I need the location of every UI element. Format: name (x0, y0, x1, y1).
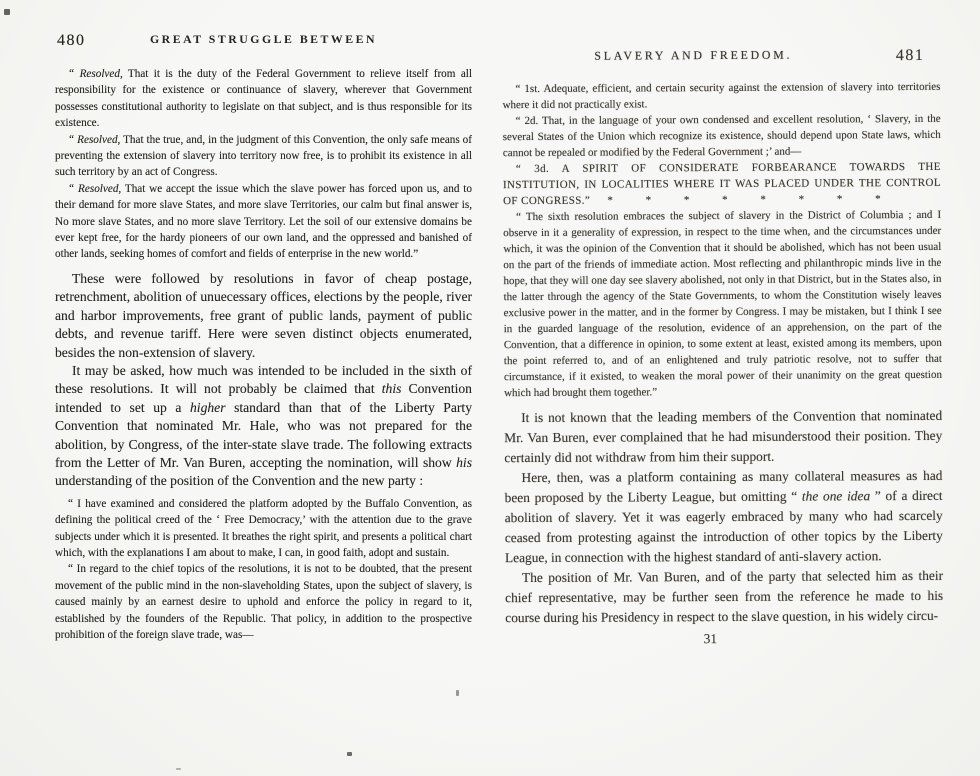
asterisk-row: * * * * * * * * (607, 193, 881, 207)
italic-text: this (381, 381, 402, 397)
resolution-paragraph (55, 181, 472, 263)
running-head: SLAVERY AND FREEDOM. (594, 47, 793, 63)
italic-text: his (456, 454, 472, 470)
text-segment: Convention intended to set up a (55, 381, 472, 415)
quoted-paragraph: “ 1st. Adequate, efficient, and certain security against the extension of slavery into territories where it did not practically exist. (502, 80, 941, 112)
text-segment: It may be asked, how much was intended to be included in the sixth of these resolutions. It will not probably be claimed that (55, 362, 472, 397)
resolution-lead: “ Resolved, (68, 182, 122, 195)
resolution-text: That we accept the issue which the slave power has forced upon us, and to their demand for more slave States, and more slave Territories, our calm but final answer is, No more slave States, and no more slave Territory. Let the soil of our extensive domains be ever kept free, for the hardy pioneers of our own land, and the oppressed and banished of other lands, seeking homes of comfort and fields of enterprise in the new world.” (55, 182, 472, 261)
running-header-right (502, 47, 940, 71)
running-header-left (55, 32, 472, 54)
quoted-paragraph: “ In regard to the chief topics of the resolutions, it is not to be doubted, that the present movement of the public mind in the non-slaveholding States, upon the subject of slavery, is caused mainly by an earnest desire to uphold and enforce the policy in regard to it, established by the founders of the Republic. That policy, in addition to the prospective prohibition of the foreign slave trade, was— (55, 563, 472, 641)
scan-speck (176, 768, 181, 770)
resolution-text: That it is the duty of the Federal Government to relieve itself from all responsibility for the existence or continuance of slavery, wherever that Government possesses constitutional authority to legislate on that subject, and is thus responsible for its existence. (55, 68, 472, 130)
resolution-lead: “ Resolved, (68, 68, 123, 80)
scan-speck (4, 9, 10, 15)
resolution-lead: “ Resolved, (68, 133, 121, 146)
text-segment: The position of Mr. Van Buren, and of the party that selected him as their chief representative, may be further seen from the reference he made to his course during his Presidency in respect to the slave question, in his widely circu- (505, 567, 944, 626)
text-segment: It is not known that the leading members of the Convention that nominated Mr. Van Buren, ever complained that he had misunderstood their position. They certainly did not withdraw from him their support. (504, 407, 943, 466)
text-segment: ” of a direct abolition of slavery. Yet it was eagerly embraced by many who had scarcely ceased from protesting against the introduction of other topics by the Liberty League, in connection with the highest standard of anti-slavery action. (504, 487, 943, 566)
body-paragraph (505, 566, 943, 628)
quoted-paragraph: “ 2d. That, in the language of your own condensed and excellent resolution, ‘ Slavery, in the several States of the Union which recognize its existence, should depend upon State laws, which cannot be repealed or modified by the Federal Government ;’ and— (502, 112, 941, 160)
running-head: GREAT STRUGGLE BETWEEN (150, 32, 377, 46)
signature-mark: 31 (703, 631, 718, 647)
text-segment: standard than that of the Liberty Party Convention that nominated Mr. Hale, who was not prepared for the abolition, by Congress, of the inter-state slave trade. The following extracts from the Letter of Mr. Van Buren, accepting the nomination, will show (55, 399, 473, 470)
page-number: 480 (57, 32, 86, 49)
resolution-paragraph (55, 132, 472, 181)
scan-speck (347, 752, 352, 756)
text-segment: Here, then, was a platform containing as many collateral measures as had been proposed by the Liberty League, but omitting “ (504, 467, 943, 506)
page-481 (502, 0, 943, 648)
quoted-paragraph: “ I have examined and considered the platform adopted by the Buffalo Convention, as defining the political creed of the ‘ Free Democracy,’ with the attention due to the grave subjects under which it is presented. It breathes the right spirit, and presents a political chart which, with the explanations I am about to make, I can, in good faith, adopt and sustain. (55, 497, 472, 559)
text-segment: understanding of the position of the Convention and the new party : (55, 473, 424, 489)
smallcaps-paragraph (503, 159, 941, 209)
page-480 (55, 0, 472, 643)
scan-speck (456, 690, 459, 696)
text-segment: These were followed by resolutions in favor of cheap postage, retrenchment, abolition of unuecessary offices, elections by the people, river and harbor improvements, free grant of public lands, payment of public debts, and revenue tariff. Here were seven distinct objects enumerated, besides the non-extension of slavery. (55, 270, 472, 360)
resolution-paragraph (55, 66, 472, 132)
body-paragraph (55, 362, 472, 491)
smallcaps-text: “ 3d. A SPIRIT OF CONSIDERATE FORBEARANCE TOWARDS THE INSTITUTION, IN LOCALITIES WHERE IT WAS PLACED UNDER THE CONTROL OF CONGRESS.” (502, 160, 941, 208)
body-paragraph (504, 406, 942, 468)
resolution-text: That the true, and, in the judgment of this Convention, the only safe means of preventing the extension of slavery into territory now free, is to prohibit its existence in all such territory by an act of Congress. (55, 133, 472, 179)
italic-text: the one idea (801, 488, 871, 504)
page-number: 481 (895, 46, 925, 65)
body-paragraph (504, 466, 943, 568)
quoted-paragraph: “ The sixth resolution embraces the subject of slavery in the District of Columbia ; and I observe in it a generality of expression, in respect to the time when, and the circumstances under which, it was the opinion of the Convention that it should be abolished, which has not been usual on the part of the friends of immediate action. Most reflecting and philanthropic minds live in the hope, that they will one day see slavery abolished, not only in that District, but in the States also, in the latter through the agency of the State Governments, to whom the Constitution wisely leaves exclusive power in the matter, and in the former by Congress. I may be mistaken, but I think I see in the guarded language of the resolution, evidence of an apprehension, on the part of the Convention, that a difference in opinion, to some extent at least, existed among its members, upon the point referred to, and of an enlightened and truly patriotic resolve, not to suffer that circumstance, if it existed, to weaken the moral power of their unanimity on the great question which had brought them together.” (503, 208, 942, 400)
italic-text: higher (190, 399, 226, 415)
body-paragraph (55, 270, 472, 362)
